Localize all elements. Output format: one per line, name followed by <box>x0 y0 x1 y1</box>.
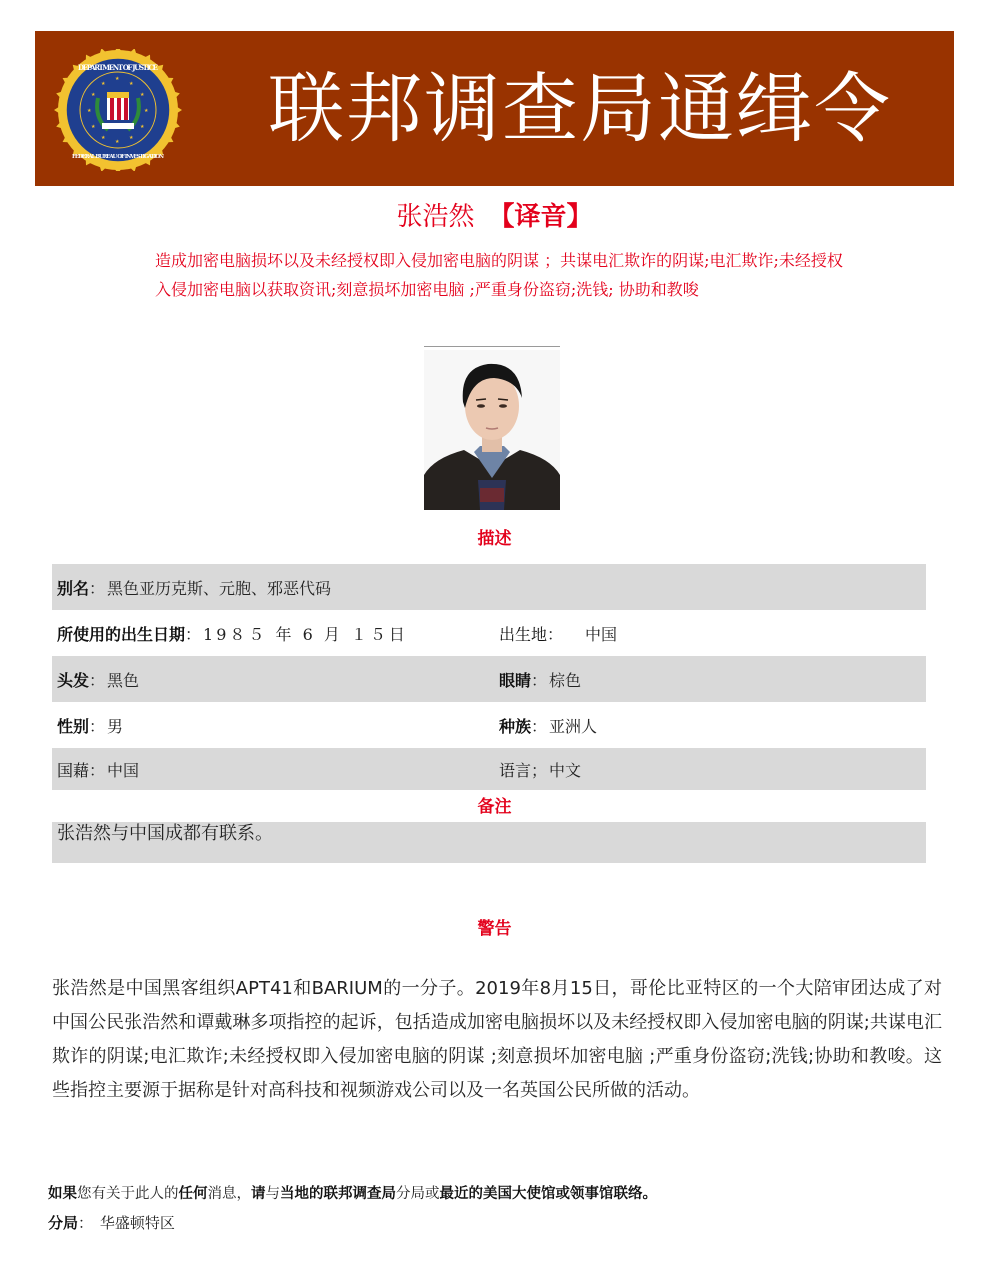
field-office: 分局： 华盛顿特区 <box>48 1214 175 1232</box>
contact-part: 最近的美国大使馆或领事馆联络。 <box>439 1186 657 1202</box>
warning-text: 张浩然是中国黑客组织APT41和BARIUM的一分子。2019年8月15日，哥伦比亚特区的一个大陪审团达成了对中国公民张浩然和谭戴琳多项指控的起诉，包括造成加密电脑损坏以及未经授权即入侵加密电脑的阴谋;共谋电汇欺诈的阴谋;电汇欺诈;未经授权即入侵加密电脑的阴谋 ;刻意损坏加密电脑 ;严重身份盗窃;洗钱;协助和教唆。这些指控主要源于据称是针对高科技和视频游戏公司以及一名英国公民所做的活动。 <box>52 978 942 1101</box>
svg-text:★: ★ <box>91 92 96 98</box>
contact-part: 分局或 <box>396 1186 440 1202</box>
sex-value: 男 <box>107 716 124 736</box>
seal-bottom-text: FEDERAL BUREAU OF INVESTIGATION <box>72 154 164 160</box>
svg-text:★: ★ <box>129 81 134 87</box>
notes-text: 张浩然与中国成都有联系。 <box>57 823 273 844</box>
seal-top-text: DEPARTMENT OF JUSTICE <box>78 63 158 72</box>
birthplace-label: 出生地 <box>499 624 548 644</box>
nationality-value: 中国 <box>107 760 140 780</box>
svg-text:★: ★ <box>101 135 106 141</box>
contact-part: 请 <box>251 1186 266 1202</box>
hair-value: 黑色 <box>107 670 140 690</box>
contact-part: 如果 <box>48 1186 77 1202</box>
svg-text:★: ★ <box>115 139 120 145</box>
dob-value: 19８５ 年 6 月 １５日 <box>203 624 408 644</box>
row-nationality-language: 国藉 ： 中国 语言 ； 中文 <box>52 748 926 790</box>
hair-label: 头发 <box>57 670 90 690</box>
sex-label: 性别 <box>57 716 90 736</box>
contact-part: 消息， <box>207 1186 251 1202</box>
office-value: 华盛顿特区 <box>99 1214 175 1232</box>
alias-value: 黑色亚历克斯、元胞、邪恶代码 <box>107 578 332 598</box>
eyes-value: 棕色 <box>549 670 582 690</box>
dob-label: 所使用的出生日期 <box>57 624 186 644</box>
subject-photo <box>424 350 560 510</box>
subject-name-text: 张浩然 <box>396 202 475 232</box>
row-dob-birthplace: 所使用的出生日期 ： 19８５ 年 6 月 １５日 出生地 ： 中国 <box>52 610 926 656</box>
notes-heading: 备注 <box>477 797 512 817</box>
photo-divider <box>424 346 560 347</box>
notes-box <box>52 822 926 863</box>
name-transliteration-tag: 【译音】 <box>488 202 593 232</box>
office-label: 分局 <box>48 1214 79 1232</box>
page-title: 联邦调查局通缉令 <box>268 64 892 153</box>
row-sex-race: 性别 ： 男 种族 ： 亚洲人 <box>52 702 926 748</box>
description-heading: 描述 <box>477 529 512 549</box>
race-value: 亚洲人 <box>549 716 598 736</box>
svg-text:★: ★ <box>144 108 149 114</box>
svg-text:★: ★ <box>140 124 145 130</box>
race-label: 种族 <box>499 716 532 736</box>
language-value: 中文 <box>549 760 582 780</box>
charges-text: 造成加密电脑损坏以及未经授权即入侵加密电脑的阴谋 ；共谋电汇欺诈的阴谋;电汇欺诈;未经授权入侵加密电脑以获取资讯;刻意损坏加密电脑 ;严重身份盗窃;洗钱; 协助和教唆 <box>155 251 843 299</box>
svg-text:★: ★ <box>115 76 120 82</box>
contact-part: 您有关于此人的 <box>77 1186 179 1202</box>
nationality-label: 国藉 <box>57 760 90 780</box>
row-alias: 别名 ： 黑色亚历克斯、元胞、邪恶代码 <box>52 564 926 610</box>
warning-heading: 警告 <box>477 919 512 939</box>
contact-part: 与 <box>265 1186 280 1202</box>
language-label: 语言 <box>499 760 532 780</box>
eyes-label: 眼睛 <box>499 670 532 690</box>
header-banner <box>35 31 954 186</box>
contact-part: 当地的联邦调查局 <box>280 1186 396 1202</box>
contact-part: 任何 <box>178 1186 208 1202</box>
birthplace-value: 中国 <box>585 624 618 644</box>
fbi-seal-logo <box>50 49 186 171</box>
svg-text:★: ★ <box>140 92 145 98</box>
svg-text:★: ★ <box>91 124 96 130</box>
contact-instructions <box>48 1183 657 1205</box>
svg-text:★: ★ <box>129 135 134 141</box>
row-hair-eyes: 头发 ： 黑色 眼睛 ： 棕色 <box>52 656 926 702</box>
subject-name <box>0 199 989 235</box>
svg-text:★: ★ <box>87 108 92 114</box>
svg-text:★: ★ <box>101 81 106 87</box>
alias-label: 别名 <box>57 578 90 598</box>
